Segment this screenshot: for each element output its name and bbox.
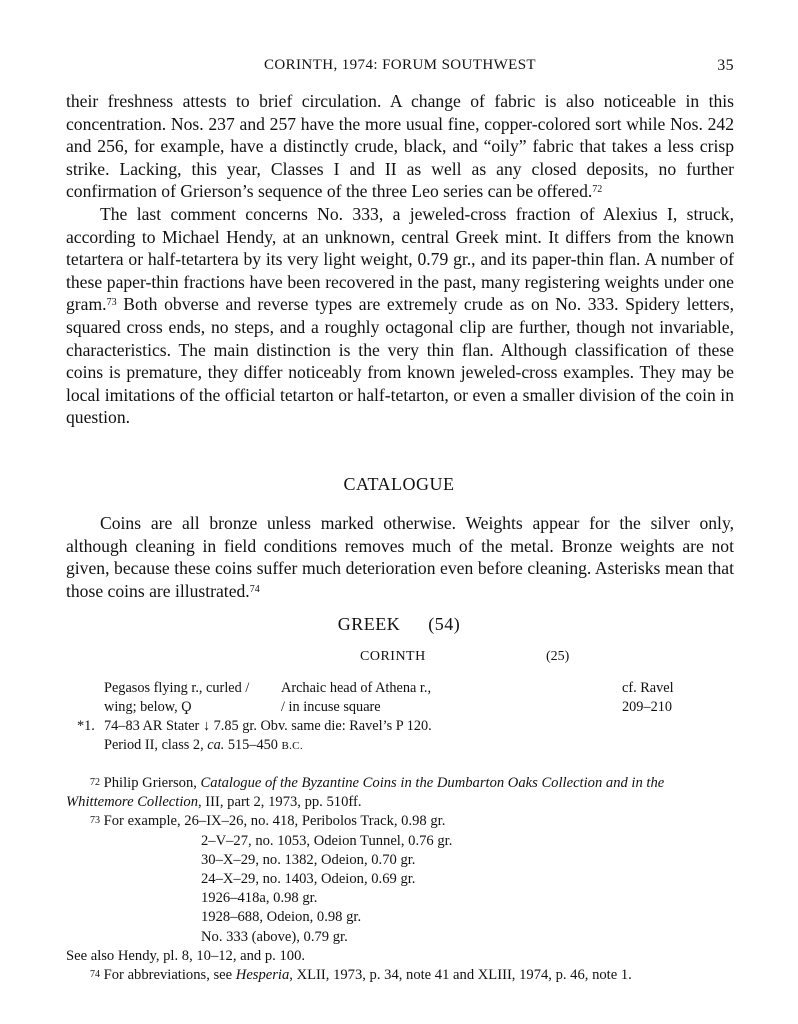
footnote-ref-74[interactable]: 74 bbox=[249, 583, 260, 595]
page-number: 35 bbox=[717, 57, 734, 74]
period-text: Period II, class 2, bbox=[104, 737, 208, 753]
running-header bbox=[66, 57, 734, 77]
footnote-72 bbox=[66, 774, 734, 812]
paragraph-text: Coins are all bronze unless marked otherwise. Weights appear for the silver only, although cleaning in field conditions removes much of the metal. Bronze weights are not given, because these coins suffer much deterioration even before cleaning. Asterisks mean that those coins are illustrated. bbox=[66, 513, 734, 601]
subsection-count: (25) bbox=[546, 649, 570, 664]
paragraph-text: The last comment concerns No. 333, a jeweled-cross fraction of Alexius I, struck, according to Michael Hendy, at an unknown, central Greek mint. It differs from the known tetartera or half-tetartera by its very light weight, 0.79 gr., and its paper-thin flan. A number of these paper-thin fractions have been recovered in the past, many registering weights under one gram. bbox=[66, 203, 734, 315]
footnote-line: For example, 26–IX–26, no. 418, Peribolos Track, 0.98 gr. bbox=[100, 813, 446, 830]
catalogue-intro bbox=[66, 512, 734, 602]
footnote-line: 24–X–29, no. 1403, Odeion, 0.69 gr. bbox=[201, 871, 416, 888]
footnote-text: , III, part 2, 1973, pp. 510ff. bbox=[198, 794, 362, 811]
footnote-line: 30–X–29, no. 1382, Odeion, 0.70 gr. bbox=[201, 851, 416, 868]
footnote-text: For abbreviations, see bbox=[100, 967, 236, 984]
coin-details: 74–83 AR Stater ↓ 7.85 gr. Obv. same die: Ravel’s P 120. bbox=[104, 718, 432, 734]
obverse-description-line-2: wing; below, Ϙ bbox=[104, 699, 192, 715]
reverse-description-line-2: / in incuse square bbox=[281, 699, 381, 715]
catalogue-number: *1. bbox=[77, 718, 95, 734]
subsection-title: CORINTH bbox=[360, 649, 426, 664]
reference-line-1: cf. Ravel bbox=[622, 680, 674, 696]
paragraph-continuation bbox=[66, 90, 734, 203]
section-heading-greek bbox=[0, 614, 798, 635]
footnotes bbox=[66, 774, 734, 985]
footnote-mark: 73 bbox=[90, 815, 100, 827]
era-abbrev: B.C. bbox=[281, 740, 303, 752]
footnote-ref-72[interactable]: 72 bbox=[592, 184, 603, 196]
section-count: (54) bbox=[428, 614, 461, 634]
footnote-ref-73[interactable]: 73 bbox=[106, 297, 117, 309]
footnote-74 bbox=[66, 966, 734, 985]
footnote-line: 2–V–27, no. 1053, Odeion Tunnel, 0.76 gr. bbox=[201, 832, 453, 849]
reverse-description-line-1: Archaic head of Athena r., bbox=[281, 680, 432, 696]
footnote-line: No. 333 (above), 0.79 gr. bbox=[201, 928, 348, 945]
footnote-mark: 72 bbox=[90, 777, 100, 788]
body-paragraphs bbox=[66, 90, 734, 429]
footnote-text: , XLII, 1973, p. 34, note 41 and XLIII, 1974, p. 46, note 1. bbox=[289, 967, 632, 984]
paragraph-text: Both obverse and reverse types are extremely crude as on No. 333. Spidery letters, squared cross ends, no steps, and a roughly octagonal clip are further, though not invariable, characteristics. The main distinction is the very thin flan. Although classification of these coins is premature, they differ noticeably from known jeweled-cross examples. They may be local imitations of the official tetarton or half-tetarton, or even a smaller division of the coin in question. bbox=[66, 294, 734, 428]
running-title: CORINTH, 1974: FORUM SOUTHWEST bbox=[263, 57, 536, 73]
period-dates: 515–450 bbox=[224, 737, 282, 753]
paragraph-text: their freshness attests to brief circulation. A change of fabric is also noticeable in this concentration. Nos. 237 and 257 have the more usual fine, copper-colored sort while Nos. 242 and 256, for example, have a distinctly crude, black, and “oily” fabric that takes a less crisp strike. Lacking, this year, Classes I and II as well as any closed deposits, no further confirmation of Grierson’s sequence of the three Leo series can be offered. bbox=[66, 91, 734, 202]
footnote-mark: 74 bbox=[90, 969, 100, 981]
circa-abbrev: ca. bbox=[207, 737, 225, 753]
catalogue-heading: CATALOGUE bbox=[343, 474, 455, 494]
footnote-see-also: See also Hendy, pl. 8, 10–12, and p. 100. bbox=[66, 947, 306, 964]
paragraph-alexius-fraction bbox=[66, 203, 734, 429]
paragraph-catalogue-notes bbox=[66, 512, 734, 602]
footnote-text: Philip Grierson, bbox=[100, 775, 201, 791]
reference-line-2: 209–210 bbox=[622, 699, 673, 715]
book-title: Catalogue of the Byzantine Coins in the Dumbarton Oaks Collection and in the Whittemore Collection bbox=[66, 775, 665, 811]
section-title: GREEK bbox=[337, 614, 401, 634]
coin-period bbox=[104, 736, 303, 756]
footnote-line: 1926–418a, 0.98 gr. bbox=[201, 890, 318, 907]
footnote-73 bbox=[66, 812, 734, 831]
footnote-line: 1928–688, Odeion, 0.98 gr. bbox=[201, 909, 362, 926]
obverse-description-line-1: Pegasos flying r., curled / bbox=[104, 680, 250, 696]
journal-title: Hesperia bbox=[235, 967, 290, 984]
